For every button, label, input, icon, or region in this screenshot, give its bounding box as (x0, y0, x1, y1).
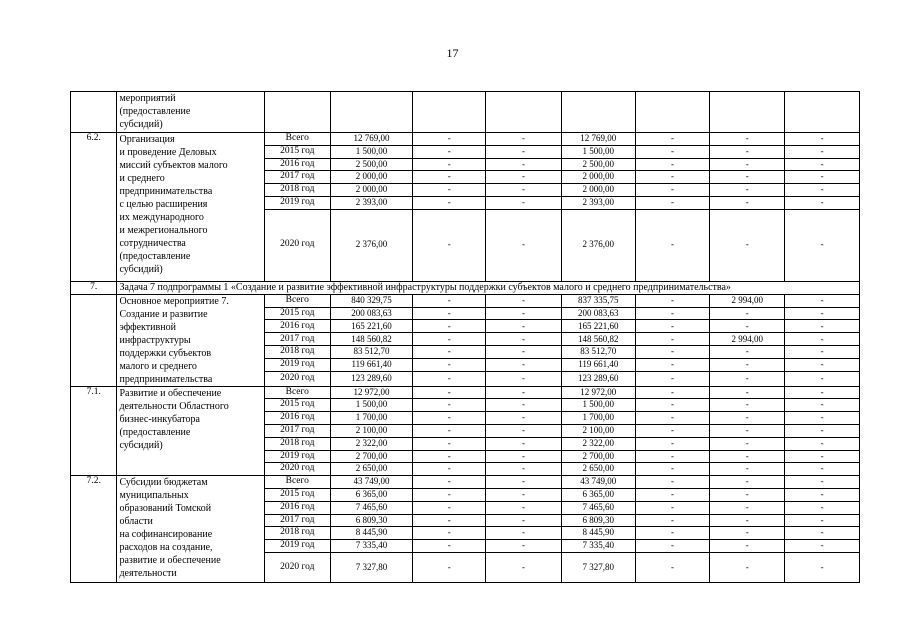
value-cell: - (413, 424, 486, 437)
value-cell: - (635, 294, 710, 307)
value-cell: - (413, 184, 486, 197)
value-cell: - (635, 552, 710, 582)
value-cell: - (785, 333, 860, 346)
value-cell: - (785, 450, 860, 463)
value-cell: - (710, 196, 785, 209)
value-cell: - (413, 540, 486, 553)
year-cell: 2019 год (264, 359, 330, 372)
value-cell: - (635, 476, 710, 489)
value-cell: - (785, 307, 860, 320)
value-cell: 2 000,00 (561, 171, 635, 184)
value-cell: 165 221,60 (561, 320, 635, 333)
year-cell: 2020 год (264, 372, 330, 386)
value-cell: 43 749,00 (561, 476, 635, 489)
value-cell: - (635, 527, 710, 540)
value-cell: - (635, 463, 710, 476)
value-cell: 165 221,60 (330, 320, 413, 333)
value-cell: - (413, 158, 486, 171)
value-cell: - (635, 145, 710, 158)
value-cell: 148 560,82 (330, 333, 413, 346)
value-cell: - (486, 399, 562, 412)
value-cell: - (635, 372, 710, 386)
value-cell: 6 809,30 (330, 514, 413, 527)
value-cell: 6 365,00 (561, 488, 635, 501)
value-cell: - (486, 527, 562, 540)
value-cell: 2 500,00 (561, 158, 635, 171)
value-cell: - (710, 320, 785, 333)
measure-name: Развитие и обеспечение деятельности Областного бизнес-инкубатора (предоставление субсидий) (117, 386, 264, 476)
measure-name: Основное мероприятие 7. Создание и развитие эффективной инфраструктуры поддержки субъектов малого и среднего предпринимательства (117, 294, 264, 386)
year-cell: 2018 год (264, 346, 330, 359)
value-cell: - (785, 437, 860, 450)
value-cell: - (413, 450, 486, 463)
measure-name: Субсидии бюджетам муниципальных образований Томской области на софинансирование расходов на создание, развитие и обеспечение деятельности (117, 476, 264, 583)
budget-table (70, 91, 860, 583)
year-cell: Всего (264, 386, 330, 399)
value-cell: - (486, 372, 562, 386)
value-cell: - (710, 463, 785, 476)
value-cell: - (635, 184, 710, 197)
value-cell: 83 512,70 (561, 346, 635, 359)
table-row (71, 386, 860, 399)
value-cell: 1 500,00 (330, 399, 413, 412)
value-cell: - (413, 333, 486, 346)
table-row (71, 281, 860, 294)
value-cell: - (710, 552, 785, 582)
value-cell: - (413, 463, 486, 476)
value-cell: 1 500,00 (561, 399, 635, 412)
value-cell: 2 000,00 (330, 171, 413, 184)
value-cell: - (785, 184, 860, 197)
value-cell: - (785, 196, 860, 209)
value-cell: - (710, 158, 785, 171)
value-cell: - (635, 196, 710, 209)
value-cell: - (635, 386, 710, 399)
value-cell: - (635, 209, 710, 281)
value-cell: - (710, 171, 785, 184)
value-cell: - (710, 527, 785, 540)
value-cell: - (710, 184, 785, 197)
value-cell: - (710, 386, 785, 399)
value-cell: 7 465,60 (561, 501, 635, 514)
value-cell: - (710, 133, 785, 146)
table-row (71, 476, 860, 489)
value-cell: - (486, 540, 562, 553)
year-cell: 2018 год (264, 184, 330, 197)
value-cell: 2 376,00 (330, 209, 413, 281)
value-cell: - (710, 145, 785, 158)
year-cell: Всего (264, 476, 330, 489)
value-cell: - (635, 501, 710, 514)
year-cell: 2019 год (264, 196, 330, 209)
empty-cell (486, 92, 562, 133)
value-cell: - (635, 333, 710, 346)
value-cell: - (486, 514, 562, 527)
value-cell: - (785, 171, 860, 184)
value-cell: - (635, 514, 710, 527)
empty-cell (635, 92, 710, 133)
value-cell: - (413, 359, 486, 372)
value-cell: - (785, 209, 860, 281)
table-row (71, 133, 860, 146)
value-cell: 840 329,75 (330, 294, 413, 307)
value-cell: - (710, 514, 785, 527)
value-cell: 2 000,00 (330, 184, 413, 197)
value-cell: - (710, 437, 785, 450)
value-cell: - (413, 386, 486, 399)
year-cell: 2016 год (264, 158, 330, 171)
value-cell: 2 393,00 (561, 196, 635, 209)
value-cell: - (635, 412, 710, 425)
value-cell: - (785, 133, 860, 146)
year-cell: 2015 год (264, 488, 330, 501)
year-cell: 2016 год (264, 412, 330, 425)
value-cell: - (710, 412, 785, 425)
value-cell: - (413, 196, 486, 209)
value-cell: - (710, 476, 785, 489)
year-cell: 2017 год (264, 424, 330, 437)
year-cell: 2015 год (264, 145, 330, 158)
value-cell: 1 500,00 (561, 145, 635, 158)
value-cell: - (785, 294, 860, 307)
value-cell: - (635, 346, 710, 359)
value-cell: 7 327,80 (330, 552, 413, 582)
value-cell: - (486, 359, 562, 372)
value-cell: - (413, 320, 486, 333)
value-cell: 7 335,40 (561, 540, 635, 553)
year-cell: 2019 год (264, 540, 330, 553)
value-cell: - (635, 320, 710, 333)
value-cell: - (486, 184, 562, 197)
value-cell: 2 100,00 (561, 424, 635, 437)
value-cell: 2 322,00 (561, 437, 635, 450)
value-cell: - (486, 552, 562, 582)
value-cell: - (486, 346, 562, 359)
value-cell: - (710, 346, 785, 359)
year-cell: 2017 год (264, 333, 330, 346)
value-cell: 12 972,00 (561, 386, 635, 399)
value-cell: 2 994,00 (710, 294, 785, 307)
value-cell: - (486, 294, 562, 307)
value-cell: 119 661,40 (561, 359, 635, 372)
value-cell: - (486, 171, 562, 184)
value-cell: - (486, 386, 562, 399)
value-cell: - (486, 333, 562, 346)
value-cell: 2 650,00 (561, 463, 635, 476)
value-cell: - (785, 552, 860, 582)
value-cell: - (486, 450, 562, 463)
value-cell: - (413, 399, 486, 412)
value-cell: - (413, 294, 486, 307)
empty-cell (264, 92, 330, 133)
value-cell: - (710, 307, 785, 320)
value-cell: 2 000,00 (561, 184, 635, 197)
value-cell: - (785, 501, 860, 514)
value-cell: 2 700,00 (561, 450, 635, 463)
value-cell: - (635, 307, 710, 320)
value-cell: 123 289,60 (330, 372, 413, 386)
value-cell: - (710, 501, 785, 514)
empty-cell (561, 92, 635, 133)
value-cell: - (486, 476, 562, 489)
task-title: Задача 7 подпрограммы 1 «Создание и развитие эффективной инфраструктуры поддержки субъектов малого и среднего предпринимательства» (117, 281, 860, 294)
year-cell: Всего (264, 294, 330, 307)
value-cell: - (635, 171, 710, 184)
value-cell: 2 500,00 (330, 158, 413, 171)
value-cell: 7 335,40 (330, 540, 413, 553)
row-number: 7. (71, 281, 117, 294)
row-number (71, 294, 117, 386)
value-cell: 119 661,40 (330, 359, 413, 372)
year-cell: 2016 год (264, 320, 330, 333)
value-cell: - (785, 476, 860, 489)
measure-name: мероприятий (предоставление субсидий) (117, 92, 264, 133)
value-cell: - (486, 133, 562, 146)
value-cell: 12 769,00 (330, 133, 413, 146)
value-cell: 200 083,63 (330, 307, 413, 320)
value-cell: 6 365,00 (330, 488, 413, 501)
value-cell: - (635, 133, 710, 146)
empty-cell (710, 92, 785, 133)
value-cell: - (413, 552, 486, 582)
year-cell: 2018 год (264, 437, 330, 450)
value-cell: - (486, 463, 562, 476)
row-number: 6.2. (71, 133, 117, 282)
value-cell: - (785, 158, 860, 171)
value-cell: - (413, 372, 486, 386)
year-cell: 2016 год (264, 501, 330, 514)
value-cell: - (785, 320, 860, 333)
year-cell: 2017 год (264, 514, 330, 527)
value-cell: 12 769,00 (561, 133, 635, 146)
value-cell: 7 327,80 (561, 552, 635, 582)
value-cell: - (486, 320, 562, 333)
value-cell: - (413, 346, 486, 359)
value-cell: - (785, 527, 860, 540)
value-cell: - (785, 399, 860, 412)
year-cell: 2015 год (264, 399, 330, 412)
value-cell: - (486, 488, 562, 501)
value-cell: - (413, 412, 486, 425)
row-number: 7.1. (71, 386, 117, 476)
value-cell: - (710, 540, 785, 553)
value-cell: 2 376,00 (561, 209, 635, 281)
value-cell: - (635, 158, 710, 171)
empty-cell (413, 92, 486, 133)
value-cell: - (413, 133, 486, 146)
value-cell: 1 500,00 (330, 145, 413, 158)
value-cell: 2 322,00 (330, 437, 413, 450)
table-row (71, 294, 860, 307)
value-cell: - (413, 476, 486, 489)
year-cell: 2020 год (264, 552, 330, 582)
value-cell: - (785, 463, 860, 476)
value-cell: - (785, 514, 860, 527)
year-cell: 2018 год (264, 527, 330, 540)
value-cell: - (785, 540, 860, 553)
value-cell: - (413, 501, 486, 514)
year-cell: 2015 год (264, 307, 330, 320)
value-cell: - (486, 424, 562, 437)
value-cell: - (635, 540, 710, 553)
value-cell: 8 445,90 (561, 527, 635, 540)
value-cell: - (413, 171, 486, 184)
value-cell: 2 700,00 (330, 450, 413, 463)
measure-name: Организация и проведение Деловых миссий субъектов малого и среднего предпринимательства с целью расширения их международного и межрегионального сотрудничества (предоставление субсидий) (117, 133, 264, 282)
empty-cell (330, 92, 413, 133)
value-cell: - (710, 450, 785, 463)
value-cell: - (413, 514, 486, 527)
value-cell: 2 650,00 (330, 463, 413, 476)
value-cell: 43 749,00 (330, 476, 413, 489)
value-cell: - (413, 209, 486, 281)
empty-cell (785, 92, 860, 133)
value-cell: - (486, 145, 562, 158)
value-cell: - (413, 145, 486, 158)
year-cell: 2017 год (264, 171, 330, 184)
value-cell: - (635, 450, 710, 463)
value-cell: 8 445,90 (330, 527, 413, 540)
value-cell: - (710, 399, 785, 412)
value-cell: - (486, 158, 562, 171)
year-cell: 2020 год (264, 463, 330, 476)
value-cell: 200 083,63 (561, 307, 635, 320)
value-cell: - (785, 346, 860, 359)
value-cell: - (413, 488, 486, 501)
value-cell: - (486, 196, 562, 209)
value-cell: 2 994,00 (710, 333, 785, 346)
year-cell: 2020 год (264, 209, 330, 281)
value-cell: 2 100,00 (330, 424, 413, 437)
value-cell: - (635, 399, 710, 412)
value-cell: - (710, 209, 785, 281)
value-cell: - (486, 501, 562, 514)
year-cell: Всего (264, 133, 330, 146)
value-cell: - (413, 527, 486, 540)
value-cell: - (486, 437, 562, 450)
table-row (71, 92, 860, 133)
value-cell: 123 289,60 (561, 372, 635, 386)
value-cell: - (785, 412, 860, 425)
value-cell: - (785, 424, 860, 437)
value-cell: - (635, 424, 710, 437)
row-number: 7.2. (71, 476, 117, 583)
value-cell: - (785, 386, 860, 399)
value-cell: - (413, 437, 486, 450)
value-cell: - (710, 372, 785, 386)
value-cell: 1 700,00 (561, 412, 635, 425)
value-cell: - (710, 424, 785, 437)
value-cell: - (785, 372, 860, 386)
value-cell: - (486, 209, 562, 281)
value-cell: - (486, 307, 562, 320)
value-cell: 6 809,30 (561, 514, 635, 527)
value-cell: - (413, 307, 486, 320)
value-cell: - (785, 145, 860, 158)
value-cell: 1 700,00 (330, 412, 413, 425)
value-cell: 148 560,82 (561, 333, 635, 346)
value-cell: 2 393,00 (330, 196, 413, 209)
value-cell: - (635, 488, 710, 501)
value-cell: - (635, 437, 710, 450)
value-cell: - (486, 412, 562, 425)
value-cell: - (785, 359, 860, 372)
year-cell: 2019 год (264, 450, 330, 463)
value-cell: - (785, 488, 860, 501)
page-number: 17 (446, 46, 459, 60)
value-cell: 12 972,00 (330, 386, 413, 399)
value-cell: 7 465,60 (330, 501, 413, 514)
value-cell: - (710, 488, 785, 501)
value-cell: - (635, 359, 710, 372)
value-cell: - (710, 359, 785, 372)
value-cell: 837 335,75 (561, 294, 635, 307)
row-number (71, 92, 117, 133)
value-cell: 83 512,70 (330, 346, 413, 359)
